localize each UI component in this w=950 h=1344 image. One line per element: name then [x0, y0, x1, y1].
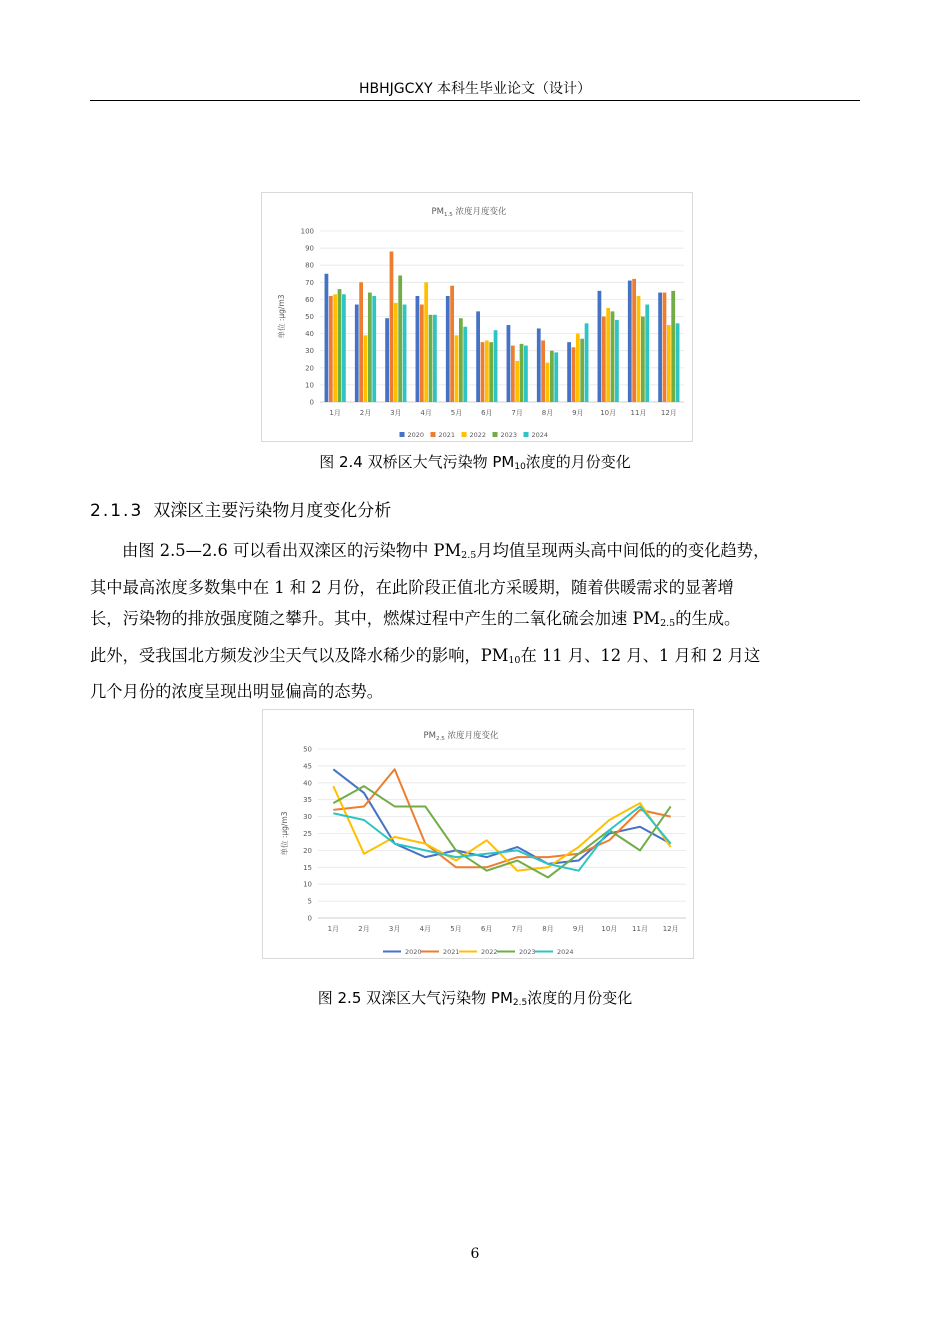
- y-tick-label: 35: [303, 796, 312, 805]
- bar-2023: [459, 318, 463, 402]
- chart-title-sub: 1.5: [444, 212, 453, 218]
- y-tick-label: 60: [305, 295, 314, 304]
- x-tick-label: 4月: [419, 925, 432, 933]
- bar-2021: [329, 296, 333, 402]
- page-number: 6: [470, 1246, 480, 1262]
- y-tick-label: 20: [303, 846, 312, 855]
- paragraph-line-3-a: 长，污染物的排放强度随之攀升。其中，燃煤过程中产生的二氧化硫会加速 PM: [90, 609, 661, 628]
- paragraph-line-1: [90, 535, 860, 572]
- y-tick-label: 40: [303, 779, 312, 788]
- figure-2-5-caption-suffix: 浓度的月份变化: [527, 989, 633, 1007]
- legend-item-2023: [493, 431, 518, 439]
- legend-label: 2023: [500, 431, 518, 439]
- paragraph-line-4-sub: 10: [508, 654, 521, 666]
- legend-label: 2023: [519, 948, 536, 956]
- bar-2020: [567, 342, 571, 402]
- x-tick-label: 5月: [450, 409, 463, 417]
- x-tick-label: 12月: [662, 925, 679, 933]
- bar-2022: [394, 303, 398, 402]
- chart-title-main: PM: [423, 731, 437, 741]
- bar-2023: [429, 315, 433, 402]
- bar-2024: [615, 320, 619, 402]
- x-tick-label: 6月: [481, 409, 493, 417]
- legend-label: 2024: [557, 948, 574, 956]
- bar-2020: [325, 274, 329, 402]
- legend-item-2021: [421, 948, 460, 956]
- pm25-line-chart-frame: [262, 709, 694, 959]
- x-tick-label: 4月: [420, 409, 432, 417]
- section-title: 双滦区主要污染物月度变化分析: [153, 501, 392, 521]
- legend-item-2020: [383, 948, 422, 956]
- chart-title: [424, 730, 499, 742]
- x-tick-label: 7月: [511, 925, 524, 933]
- bar-2024: [372, 296, 376, 402]
- paragraph-line-4-a: 此外，受我国北方频发沙尘天气以及降水稀少的影响，PM: [90, 645, 509, 665]
- bar-2022: [667, 325, 671, 402]
- x-tick-label: 2月: [358, 925, 370, 933]
- paragraph-line-1-a: 由图 2.5—2.6 可以看出双滦区的污染物中 PM: [122, 541, 462, 560]
- paragraph-line-1-b: 月均值呈现两头高中间低的的变化趋势，: [476, 541, 770, 560]
- pm10-bar-chart: [262, 193, 692, 441]
- figure-2-4-caption-suffix: 浓度的月份变化: [525, 453, 631, 471]
- x-tick-label: 9月: [572, 409, 584, 417]
- bar-2024: [554, 352, 558, 402]
- chart-title-rest: 浓度月度变化: [444, 731, 499, 741]
- x-tick-label: 3月: [388, 925, 401, 933]
- bar-2021: [663, 293, 667, 402]
- bar-2020: [537, 328, 541, 402]
- bar-2024: [585, 323, 589, 402]
- x-tick-label: 6月: [480, 925, 493, 933]
- bar-2024: [342, 294, 346, 402]
- x-tick-label: 10月: [601, 925, 618, 933]
- y-tick-label: 0: [307, 914, 312, 923]
- bar-2020: [355, 305, 359, 402]
- legend-item-2024: [524, 431, 549, 439]
- legend-item-2020: [400, 431, 425, 439]
- legend-swatch: [524, 432, 529, 437]
- legend-label: 2020: [407, 431, 425, 439]
- figure-2-4-caption: [90, 451, 860, 472]
- x-tick-label: 2月: [359, 409, 372, 417]
- x-tick-label: 1月: [327, 925, 340, 933]
- section-number: 2.1.3: [90, 501, 144, 521]
- figure-2-4-caption-prefix: 图 2.4 双桥区大气污染物 PM: [319, 453, 515, 471]
- x-tick-label: 8月: [541, 409, 554, 417]
- legend-label: 2021: [438, 431, 456, 439]
- y-tick-label: 10: [305, 381, 314, 390]
- bar-2023: [641, 317, 645, 403]
- y-tick-label: 5: [307, 897, 312, 906]
- legend-item-2022: [459, 948, 498, 956]
- y-tick-label: 20: [305, 364, 314, 373]
- bar-2020: [658, 293, 662, 402]
- paragraph-line-3-b: 的生成。: [675, 609, 741, 628]
- figure-2-5-caption: [90, 987, 860, 1008]
- bar-2020: [446, 296, 450, 402]
- bar-2024: [403, 305, 407, 402]
- bar-2023: [580, 339, 584, 402]
- paragraph-line-3: [90, 603, 860, 640]
- bar-2021: [390, 252, 394, 402]
- bar-2022: [606, 308, 610, 402]
- bar-2023: [398, 275, 402, 402]
- y-tick-label: 10: [303, 880, 312, 889]
- bar-2023: [489, 342, 493, 402]
- x-tick-label: 11月: [630, 409, 647, 417]
- bar-2021: [420, 305, 424, 402]
- bar-2020: [385, 318, 389, 402]
- bar-2021: [359, 282, 363, 402]
- body-paragraph: [90, 535, 860, 708]
- y-tick-label: 50: [305, 313, 314, 321]
- y-axis-label: 单位 :μg/m3: [277, 294, 286, 339]
- bar-2021: [572, 347, 576, 402]
- figure-2-5-caption-sub: 2.5: [512, 998, 528, 1008]
- y-tick-label: 0: [309, 398, 314, 407]
- legend-label: 2024: [531, 431, 549, 439]
- line-2024: [333, 806, 670, 870]
- bar-2023: [338, 289, 342, 402]
- x-tick-label: 11月: [632, 925, 648, 933]
- bar-2024: [524, 346, 528, 402]
- bar-2024: [463, 327, 467, 402]
- y-tick-label: 50: [303, 745, 312, 754]
- bar-2020: [476, 311, 480, 402]
- legend-item-2024: [535, 948, 574, 956]
- bar-2020: [598, 291, 602, 402]
- bar-2021: [541, 340, 545, 402]
- y-tick-label: 45: [303, 762, 312, 771]
- bar-2022: [455, 335, 459, 402]
- x-tick-label: 1月: [329, 409, 341, 417]
- bar-2022: [364, 335, 368, 402]
- bar-2024: [645, 305, 649, 402]
- bar-2023: [368, 293, 372, 402]
- bar-2022: [637, 296, 641, 402]
- figure-2-4-caption-sub: 10: [514, 462, 526, 472]
- bar-2020: [507, 325, 511, 402]
- legend-item-2021: [431, 431, 456, 439]
- bar-2024: [433, 315, 437, 402]
- header-rule: [90, 100, 860, 101]
- bar-2022: [515, 361, 519, 402]
- y-tick-label: 80: [305, 261, 314, 270]
- y-tick-label: 100: [300, 227, 314, 236]
- bar-2022: [546, 363, 550, 402]
- x-tick-label: 8月: [542, 925, 554, 933]
- pm10-bar-chart-frame: [261, 192, 693, 442]
- legend-item-2023: [497, 948, 536, 956]
- bar-2022: [485, 340, 489, 402]
- page-header: HBHJGCXY 本科生毕业论文（设计）: [358, 81, 591, 97]
- y-tick-label: 15: [303, 863, 312, 872]
- bar-2023: [550, 351, 554, 402]
- pm25-line-chart: [263, 710, 693, 958]
- section-heading: [90, 496, 391, 521]
- bar-2020: [628, 281, 632, 402]
- bar-2021: [602, 317, 606, 403]
- paragraph-line-5: 几个月份的浓度呈现出明显偏高的态势。: [90, 682, 384, 701]
- legend-swatch: [400, 432, 405, 437]
- legend-swatch: [493, 432, 498, 437]
- legend-swatch: [431, 432, 436, 437]
- bar-2021: [632, 279, 636, 402]
- figure-2-5-caption-prefix: 图 2.5 双滦区大气污染物 PM: [317, 989, 513, 1007]
- y-tick-label: 90: [305, 244, 314, 253]
- bar-2021: [450, 286, 454, 402]
- chart-title: [432, 206, 507, 218]
- paragraph-line-2: 其中最高浓度多数集中在 1 和 2 月份，在此阶段正值北方采暖期，随着供暖需求的显著增: [90, 577, 734, 597]
- bar-2022: [424, 282, 428, 402]
- y-axis-label: 单位 :μg/m3: [280, 811, 289, 856]
- chart-title-sub: 2.5: [436, 736, 445, 742]
- x-tick-label: 3月: [390, 409, 402, 417]
- bar-2024: [494, 330, 498, 402]
- chart-title-main: PM: [431, 207, 445, 217]
- legend-label: 2022: [481, 948, 498, 956]
- x-tick-label: 5月: [450, 925, 462, 933]
- bar-2023: [671, 291, 675, 402]
- x-tick-label: 10月: [600, 409, 617, 417]
- bar-2023: [520, 344, 524, 402]
- paragraph-line-1-sub: 2.5: [461, 550, 477, 561]
- x-tick-label: 12月: [660, 409, 677, 417]
- y-tick-label: 30: [303, 813, 312, 822]
- legend-item-2022: [462, 431, 487, 439]
- legend-label: 2021: [443, 948, 460, 956]
- paragraph-line-4: [90, 640, 860, 677]
- legend-label: 2022: [469, 431, 487, 439]
- bar-2023: [611, 311, 615, 402]
- x-tick-label: 7月: [511, 409, 523, 417]
- y-tick-label: 70: [305, 278, 314, 287]
- y-tick-label: 25: [303, 830, 312, 838]
- legend-label: 2020: [405, 948, 422, 956]
- bar-2020: [416, 296, 420, 402]
- legend-swatch: [462, 432, 467, 437]
- y-tick-label: 30: [305, 347, 314, 356]
- paragraph-line-4-b: 在 11 月、12 月、1 月和 2 月这: [520, 645, 761, 665]
- y-tick-label: 40: [305, 330, 314, 339]
- bar-2021: [481, 342, 485, 402]
- bar-2022: [576, 334, 580, 402]
- x-tick-label: 9月: [572, 925, 585, 933]
- bar-2021: [511, 346, 515, 402]
- paragraph-line-3-sub: 2.5: [660, 618, 676, 629]
- bar-2024: [676, 323, 680, 402]
- bar-2022: [333, 294, 337, 402]
- chart-title-rest: 浓度月度变化: [452, 207, 507, 217]
